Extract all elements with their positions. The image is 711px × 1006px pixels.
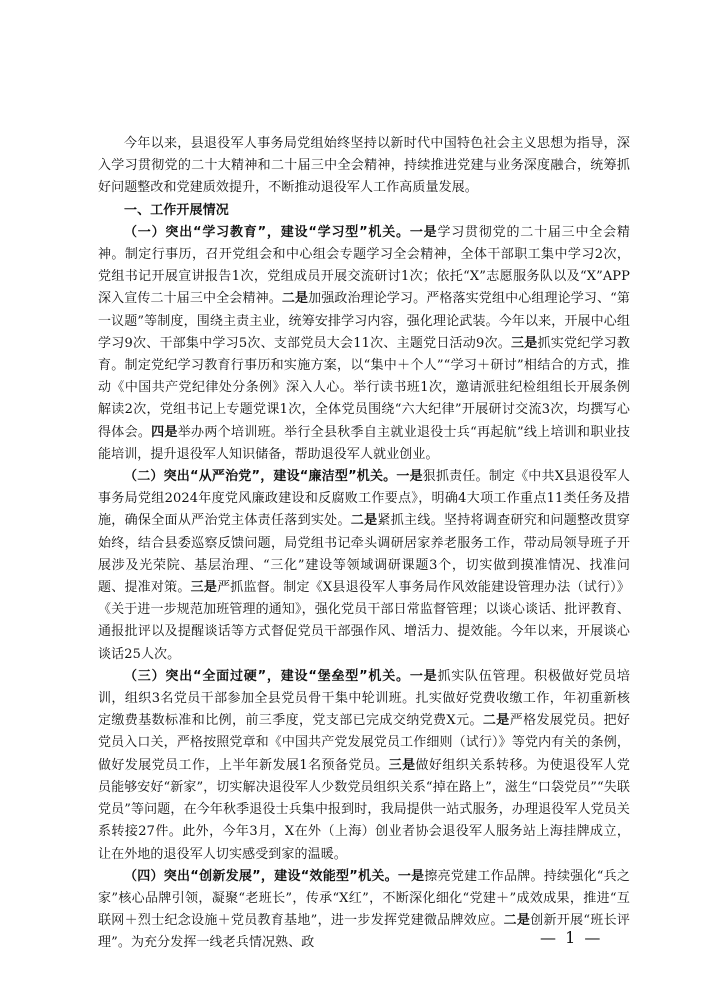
section-2-paragraph bbox=[98, 466, 630, 666]
point-text: 抓实党纪学习教育。制定党纪学习教育行事历和实施方案，以“集中＋个人”“学习＋研讨”相结合的方式，推动《中国共产党纪律处分条例》深入人心。举行读书班1次，邀请派驻纪检组组长开展条例解读2次，党组书记上专题党课1次，全体党员围绕“六大纪律”开展研讨交流3次，均撰写心得体会。 bbox=[98, 335, 631, 440]
section-title: （二）突出“从严治党”，建设“廉洁型”机关。 bbox=[124, 469, 397, 485]
heading-work-status: 一、工作开展情况 bbox=[124, 202, 229, 218]
section-title: （一）突出“学习教育”，建设“学习型”机关。 bbox=[124, 224, 410, 240]
point-text: 学习贯彻党的二十届三中全会精神。制定行事历，召开党组会和中心组会专题学习全会精神，全体干部职工集中学习2次，党组书记开展宣讲报告1次，党组成员开展交流研讨1次；依托“X”志愿服务队以及“X”APP深入宣传二十届三中全会精神。 bbox=[98, 224, 630, 307]
point-lead: 一是 bbox=[409, 224, 438, 240]
point-text: 创新开展“班长评理”。为充分发挥一线老兵情况熟、政 bbox=[98, 913, 631, 951]
point-lead: 三是 bbox=[190, 580, 218, 596]
point-lead: 一是 bbox=[396, 469, 423, 485]
point-text: 严抓监督。制定《X县退役军人事务局作风效能建设管理办法（试行）》《关于进一步规范加班管理的通知》，强化党员干部日常监督管理；以谈心谈话、批评教育、通报批评以及提醒谈话等方式督促党员干部强作风、增活力、提效能。今年以来，开展谈心谈话25人次。 bbox=[98, 580, 631, 662]
point-lead: 一是 bbox=[397, 868, 425, 884]
point-text: 加强政治理论学习。严格落实党组中心组理论学习、“第一议题”等制度，围绕主责主业，统筹安排学习内容，强化理论武装。今年以来，开展中心组学习9次、干部集中学习5次、支部党员大会11次、主题党日活动9次。 bbox=[98, 291, 630, 351]
document-body bbox=[98, 133, 630, 955]
point-lead: 二是 bbox=[482, 713, 510, 729]
point-lead: 二是 bbox=[350, 513, 378, 529]
point-text: 狠抓责任。制定《中共X县退役军人事务局党组2024年度党风廉政建设和反腐败工作要点》，明确4大项工作重点11类任务及措施，确保全面从严治党主体责任落到实处。 bbox=[98, 469, 631, 529]
point-text: 严格发展党员。把好党员入口关，严格按照党章和《中国共产党发展党员工作细则（试行）》等党内有关的条例，做好发展党员工作，上半年新发展1名预备党员。 bbox=[98, 713, 631, 773]
section-title: （三）突出“全面过硬”，建设“堡垒型”机关。 bbox=[124, 668, 410, 684]
point-text: 抓实队伍管理。积极做好党员培训，组织3名党员干部参加全县党员骨干集中轮训班。扎实做好党费收缴工作，年初重新核定缴费基数标准和比例，前三季度，党支部已完成交纳党费X元。 bbox=[98, 668, 630, 729]
point-text: 擦亮党建工作品牌。持续强化“兵之家”核心品牌引领，凝聚“老班长”，传承“X红”，不断深化细化“党建＋”成效成果，推进“互联网＋烈士纪念设施＋党员教育基地”，进一步发挥党建微品牌效应。 bbox=[98, 868, 631, 929]
point-lead: 二是 bbox=[281, 291, 309, 307]
point-lead: 二是 bbox=[503, 913, 531, 929]
section-1-paragraph bbox=[98, 222, 630, 466]
point-text: 举办两个培训班。举行全县秋季自主就业退役士兵“再起航”线上培训和职业技能培训，提升退役军人知识储备，帮助退役军人就业创业。 bbox=[98, 424, 631, 462]
section-title: （四）突出“创新发展”，建设“效能型”机关。 bbox=[124, 868, 398, 884]
intro-paragraph: 今年以来，县退役军人事务局党组始终坚持以新时代中国特色社会主义思想为指导，深入学习贯彻党的二十大精神和二十届三中全会精神，持续推进党建与业务深度融合，统筹抓好问题整改和党建质效提升，不断推动退役军人工作高质量发展。 bbox=[98, 136, 630, 196]
page-number: — 1 — bbox=[540, 928, 603, 947]
point-lead: 三是 bbox=[388, 757, 416, 773]
point-lead: 三是 bbox=[511, 335, 538, 351]
point-text: 紧抓主线。坚持将调查研究和问题整改贯穿始终，结合县委巡察反馈问题，局党组书记牵头调研居家养老服务工作，带动局领导班子开展涉及光荣院、基层治理、“三化”建设等领域调研课题3个，切实做到摸准情况、找准问题、提准对策。 bbox=[98, 513, 631, 596]
point-lead: 一是 bbox=[409, 668, 438, 684]
section-3-paragraph bbox=[98, 666, 630, 866]
point-lead: 四是 bbox=[151, 424, 178, 440]
point-text: 做好组织关系转移。为使退役军人党员能够安好“新家”，切实解决退役军人少数党员组织关系“掉在路上”，滋生“口袋党员”“失联党员”等问题，在今年秋季退役士兵集中报到时，我局提供一站式服务，办理退役军人党员关系转接27件。此外，今年3月，X在外（上海）创业者协会退役军人服务站上海挂牌成立，让在外地的退役军人切实感受到家的温暖。 bbox=[98, 757, 630, 862]
